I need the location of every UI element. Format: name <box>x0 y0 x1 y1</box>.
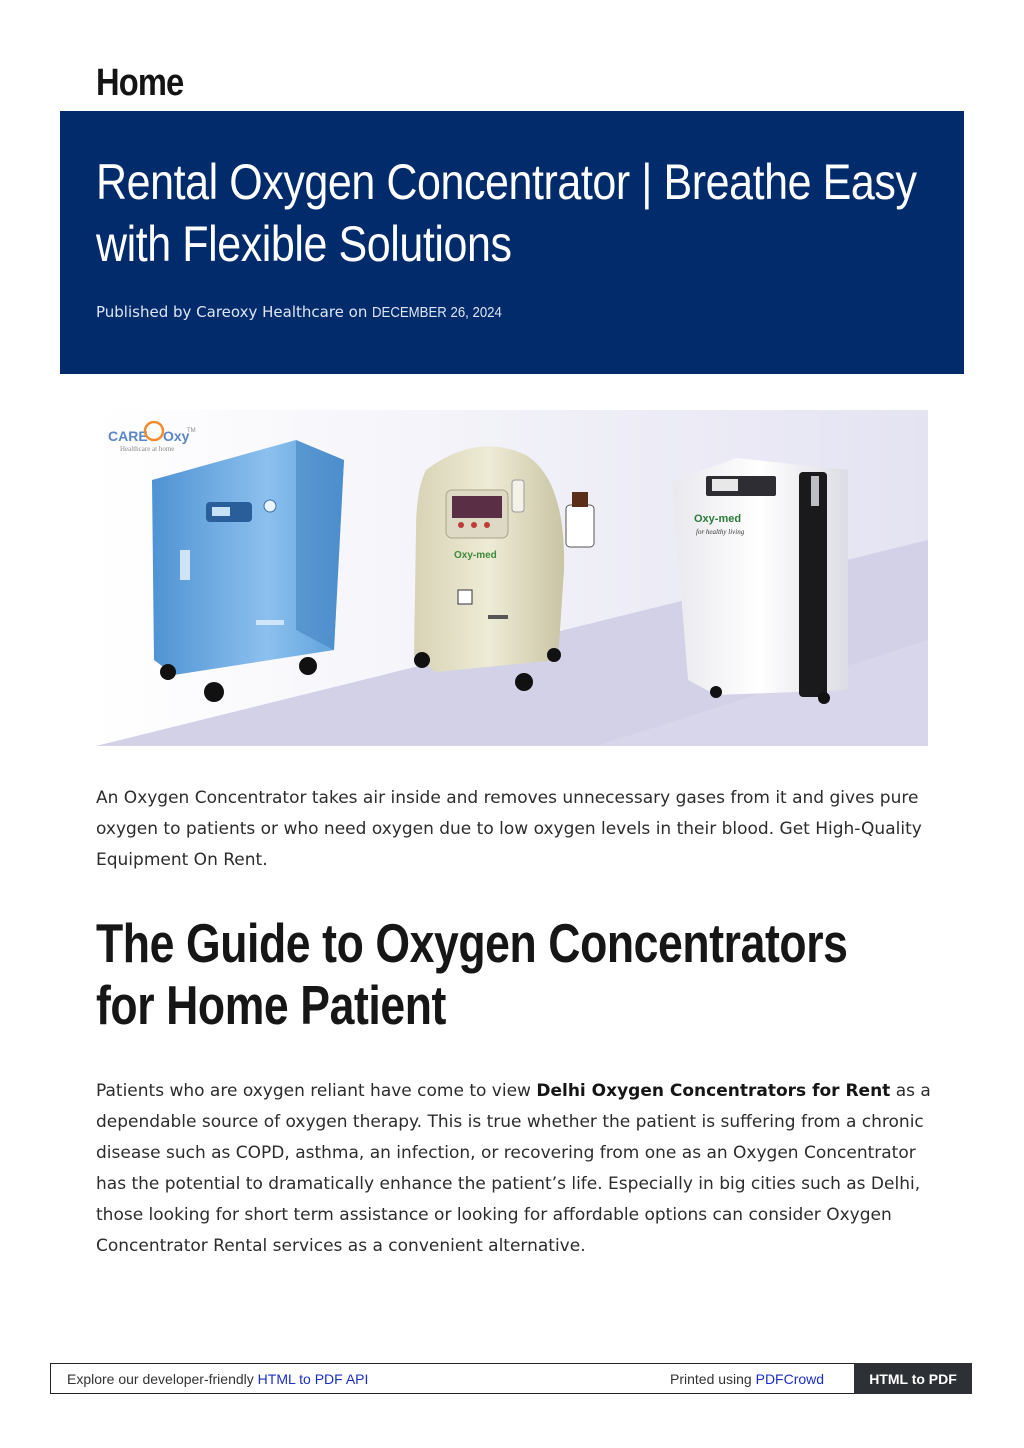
pdfcrowd-footer <box>50 1363 972 1394</box>
footer-printed-text: Printed using <box>670 1371 756 1387</box>
section-heading: The Guide to Oxygen Concentrators for Home Patient <box>96 912 848 1036</box>
device-brand-label: Oxy-med <box>454 550 497 561</box>
publish-date: DECEMBER 26, 2024 <box>372 304 502 321</box>
footer-explore <box>67 1371 368 1387</box>
logo-care: CARE <box>108 428 148 444</box>
guide-text-end: as a dependable source of oxygen therapy. This is true whether the patient is suffering from a chronic disease such as COPD, asthma, an infection, or recovering from one as an Oxygen Concentrator has the potential to dramatically enhance the patient’s life. Especially in big cities such as Delhi, those looking for short term assistance or looking for affordable options can consider Oxygen Concentrator Rental services as a convenient alternative. <box>96 1081 931 1256</box>
logo-tagline: Healthcare at home <box>120 445 175 453</box>
guide-paragraph <box>96 1076 936 1262</box>
guide-highlight: Delhi Oxygen Concentrators for Rent <box>536 1081 891 1101</box>
white-concentrator <box>672 458 848 704</box>
footer-explore-text: Explore our developer-friendly <box>67 1371 258 1387</box>
hero-banner <box>60 111 964 374</box>
device-script-label: for healthy living <box>696 528 745 536</box>
guide-text-start: Patients who are oxygen reliant have come to view <box>96 1081 537 1101</box>
home-link[interactable]: Home <box>96 62 184 104</box>
html-to-pdf-api-link[interactable]: HTML to PDF API <box>257 1371 369 1387</box>
pdfcrowd-link[interactable]: PDFCrowd <box>755 1371 825 1387</box>
byline-prefix: Published by Careoxy Healthcare on <box>96 303 368 321</box>
blue-concentrator <box>152 440 344 702</box>
html-to-pdf-button[interactable]: HTML to PDF <box>854 1363 972 1394</box>
intro-paragraph: An Oxygen Concentrator takes air inside and removes unnecessary gases from it and gives pure oxygen to patients or who need oxygen due to low oxygen levels in their blood. Get High-Quality Equipment On Rent. <box>96 788 922 870</box>
device-brand-label-2: Oxy-med <box>694 513 742 525</box>
oxygen-concentrators-image <box>96 410 928 746</box>
footer-printed <box>670 1371 824 1387</box>
byline <box>96 303 520 321</box>
article-title: Rental Oxygen Concentrator | Breathe Easy with Flexible Solutions <box>96 154 917 272</box>
logo-oxy: Oxy <box>163 428 190 444</box>
logo-tm: TM <box>187 428 196 434</box>
